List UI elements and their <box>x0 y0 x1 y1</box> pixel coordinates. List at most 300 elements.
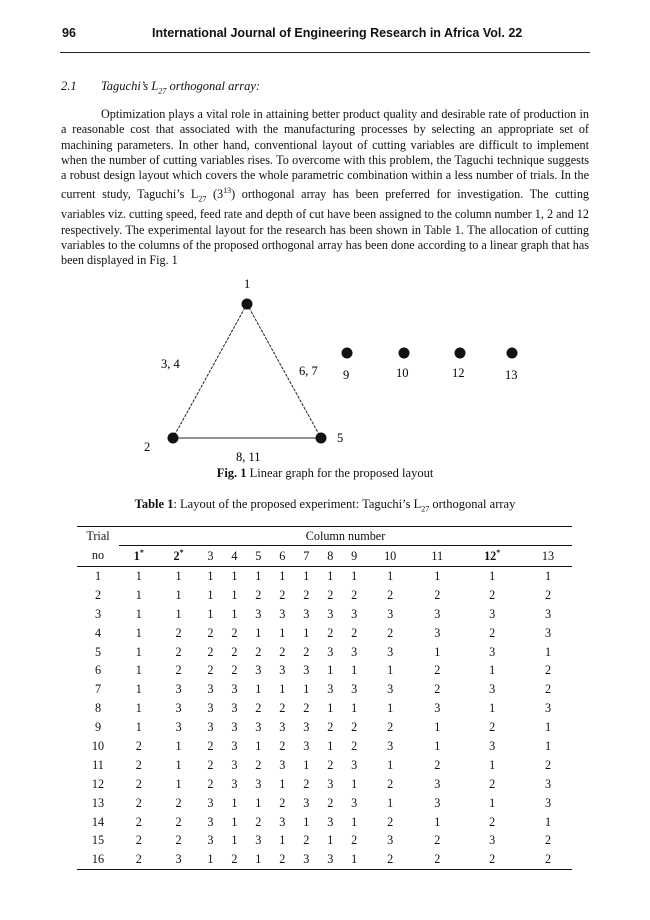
table-row <box>77 813 572 832</box>
table-cell: 3 <box>327 776 334 791</box>
table-cell: 1 <box>303 757 310 772</box>
table-cell: 1 <box>544 814 552 829</box>
table-cell: 3 <box>279 663 286 678</box>
table-cell: 2 <box>135 776 142 791</box>
table-cell: 3 <box>255 720 262 735</box>
table-cell: 3 <box>255 833 262 848</box>
table-cell: 2 <box>231 663 238 678</box>
table-cell: 3 <box>231 701 238 716</box>
table-cell: 3 <box>231 757 238 772</box>
table-cell: 2 <box>279 795 286 810</box>
column-header-label: 13 <box>541 548 555 563</box>
edge-1-2 <box>173 304 247 438</box>
table-cell: 3 <box>544 625 552 640</box>
table-row <box>77 643 572 662</box>
table-row <box>77 831 572 850</box>
table-cell: 3 <box>327 644 334 659</box>
table-cell: 2 <box>351 625 358 640</box>
table-cell: 1 <box>327 833 334 848</box>
column-header-12 <box>460 546 524 567</box>
table-caption-label: Table 1 <box>134 497 174 511</box>
table-cell: 1 <box>489 663 496 678</box>
table-cell: 1 <box>135 587 142 602</box>
table-cell: 1 <box>135 606 142 621</box>
section-title-sub: 27 <box>158 86 167 96</box>
table-cell: 2 <box>207 776 214 791</box>
node-12 <box>455 348 466 359</box>
column-header-label: 10 <box>384 548 397 563</box>
table-cell: 2 <box>544 833 552 848</box>
table-cell: 1 <box>351 568 358 583</box>
table-cell: 2 <box>255 757 262 772</box>
column-header-2 <box>159 546 199 567</box>
table-cell: 1 <box>255 738 262 753</box>
column-header-label: 7 <box>303 548 310 563</box>
table-cell: 3 <box>175 682 182 697</box>
figure-caption-text: Linear graph for the proposed layout <box>246 466 434 480</box>
table-row <box>77 567 572 586</box>
paragraph-part3: ) orthogonal array has been preferred for investigation. The cutting variables viz. cutting speed, feed rate and depth of cut have been assigned to the column number 1, 2 and 12 respectively. The experimental layout for the research has been shown in Table 1. The allocation of cutting variables to the columns of the proposed orthogonal array has been done according to a linear graph that has been displayed in Fig. 1 <box>61 187 590 268</box>
table-row <box>77 605 572 624</box>
table-cell: 1 <box>279 568 286 583</box>
section-title-prefix: Taguchi’s L <box>101 79 159 93</box>
table-cell: 3 <box>318 850 342 869</box>
table-cell: 2 <box>303 701 310 716</box>
label-edge-3-4: 3, 4 <box>161 357 180 371</box>
table-cell: 2 <box>387 587 394 602</box>
node-10 <box>399 348 410 359</box>
table-cell: 1 <box>279 833 286 848</box>
trial-number-cell: 12 <box>91 776 105 791</box>
trial-number-cell: 15 <box>91 833 105 848</box>
orthogonal-array-table <box>77 526 572 870</box>
table-cell: 2 <box>327 795 334 810</box>
table-cell: 1 <box>279 625 286 640</box>
section-number: 2.1 <box>61 79 77 93</box>
table-cell: 1 <box>135 644 142 659</box>
table-cell: 3 <box>387 606 394 621</box>
table-cell: 2 <box>231 625 238 640</box>
table-cell: 1 <box>198 850 222 869</box>
table-cell: 3 <box>544 701 552 716</box>
table-cell: 2 <box>387 625 394 640</box>
table-cell: 2 <box>175 663 182 678</box>
table-cell: 1 <box>175 606 182 621</box>
body-paragraph <box>61 107 589 268</box>
table-cell: 2 <box>135 738 142 753</box>
table-cell: 2 <box>207 663 214 678</box>
trial-number-cell: 5 <box>94 644 102 659</box>
table-cell: 1 <box>303 814 310 829</box>
table-cell: 3 <box>279 720 286 735</box>
table-cell: 3 <box>387 738 394 753</box>
column-header-13 <box>524 546 572 567</box>
column-header-label: 2 <box>173 549 180 564</box>
table-cell: 2 <box>207 757 214 772</box>
header-column-number: Column number <box>119 527 572 546</box>
table-cell: 1 <box>327 701 334 716</box>
table-row <box>77 624 572 643</box>
table-cell: 3 <box>279 814 286 829</box>
table-cell: 2 <box>279 587 286 602</box>
table-row <box>77 661 572 680</box>
table-cell: 1 <box>387 795 394 810</box>
label-node-9: 9 <box>343 368 350 382</box>
running-header <box>60 22 590 53</box>
table-cell: 1 <box>489 795 496 810</box>
table-cell: 1 <box>351 776 358 791</box>
table-cell: 2 <box>175 625 182 640</box>
table-cell: 1 <box>387 568 394 583</box>
table-cell: 3 <box>489 833 496 848</box>
table-cell: 1 <box>231 814 238 829</box>
table-cell: 1 <box>544 738 552 753</box>
linear-graph-figure <box>130 276 550 464</box>
table-cell: 3 <box>303 720 310 735</box>
table-cell: 2 <box>387 720 394 735</box>
table-cell: 3 <box>231 682 238 697</box>
table-cell: 1 <box>175 757 182 772</box>
table-cell: 1 <box>387 757 394 772</box>
table-cell: 2 <box>387 776 394 791</box>
label-node-13: 13 <box>505 368 518 382</box>
trial-number-cell: 6 <box>94 663 102 678</box>
table-row <box>77 718 572 737</box>
table-row <box>77 586 572 605</box>
column-header-11 <box>414 546 460 567</box>
column-header-star: * <box>179 547 184 557</box>
table-cell: 1 <box>544 568 552 583</box>
table-cell: 2 <box>175 814 182 829</box>
column-header-8 <box>318 546 342 567</box>
table-cell: 2 <box>135 833 142 848</box>
column-header-5 <box>246 546 270 567</box>
table-row <box>77 794 572 813</box>
column-header-label: 11 <box>431 548 444 563</box>
table-cell: 1 <box>303 568 310 583</box>
trial-number-cell: 10 <box>91 738 105 753</box>
table-cell: 3 <box>159 850 199 869</box>
table-cell: 3 <box>434 606 441 621</box>
table-cell: 2 <box>255 701 262 716</box>
table-cell: 2 <box>544 587 552 602</box>
figure-caption <box>0 466 650 481</box>
table-cell: 3 <box>231 738 238 753</box>
node-9 <box>342 348 353 359</box>
table-cell: 2 <box>255 814 262 829</box>
table-cell: 3 <box>434 625 441 640</box>
table-cell: 2 <box>135 795 142 810</box>
table-cell: 3 <box>255 663 262 678</box>
node-1 <box>242 299 253 310</box>
table-cell: 2 <box>434 682 441 697</box>
table-cell: 3 <box>231 776 238 791</box>
table-cell: 1 <box>351 663 358 678</box>
table-cell: 2 <box>434 663 441 678</box>
column-header-3 <box>198 546 222 567</box>
table-cell: 3 <box>387 644 394 659</box>
table-cell: 3 <box>387 682 394 697</box>
table-cell: 1 <box>279 682 286 697</box>
table-cell: 2 <box>207 644 214 659</box>
label-edge-6-7: 6, 7 <box>299 364 318 378</box>
table-cell: 2 <box>175 833 182 848</box>
column-header-label: 9 <box>351 548 358 563</box>
table-row <box>77 775 572 794</box>
table-cell: 2 <box>351 738 358 753</box>
table-cell: 3 <box>255 776 262 791</box>
table-cell: 2 <box>279 644 286 659</box>
table-cell: 2 <box>434 833 441 848</box>
table-cell: 2 <box>544 663 552 678</box>
trial-number-cell: 7 <box>94 682 102 697</box>
table-cell: 1 <box>207 606 214 621</box>
table-cell: 1 <box>544 720 552 735</box>
table-cell: 2 <box>544 682 552 697</box>
table-cell: 3 <box>175 701 182 716</box>
node-5 <box>316 433 327 444</box>
table-cell: 1 <box>544 644 552 659</box>
table-cell: 3 <box>231 720 238 735</box>
trial-number-cell: 9 <box>94 720 102 735</box>
table-cell: 2 <box>366 850 414 869</box>
table-cell: 2 <box>207 625 214 640</box>
table-cell: 1 <box>434 814 441 829</box>
orthogonal-array-table-wrap <box>77 526 572 870</box>
trial-number-cell: 11 <box>92 757 104 772</box>
table-row <box>77 756 572 775</box>
table-cell: 2 <box>414 850 460 869</box>
trial-number-cell: 14 <box>91 814 105 829</box>
column-header-label: 3 <box>207 548 214 563</box>
table-cell: 3 <box>351 644 358 659</box>
table-cell: 3 <box>327 814 334 829</box>
column-header-label: 8 <box>327 548 334 563</box>
column-header-star: * <box>139 547 144 557</box>
table-cell: 3 <box>207 701 214 716</box>
column-header-label: 12 <box>484 549 497 564</box>
paragraph-part1: Optimization plays a vital role in attaining better product quality and desirable rate of production in a reasonable cost that associated with the manufacturing processes by selecting an appropriate set of machining parameters. In other hand, conventional layout of cutting variables are difficult to implement when the number of cutting variables rises. To overcome with this problem, the Taguchi technique suggests a robust design layout which covers the whole parametric combination within a less number of trials. In the current study, Taguchi’s L <box>61 107 589 202</box>
table-cell: 2 <box>279 738 286 753</box>
table-cell: 1 <box>434 720 441 735</box>
table-caption-suffix: orthogonal array <box>429 497 516 511</box>
table-cell: 2 <box>489 720 496 735</box>
trial-number-cell: 8 <box>94 701 102 716</box>
table-cell: 2 <box>524 850 572 869</box>
table-cell: 1 <box>303 682 310 697</box>
table-row <box>77 850 572 869</box>
table-cell: 1 <box>351 701 358 716</box>
table-cell: 1 <box>303 625 310 640</box>
table-cell: 1 <box>231 568 238 583</box>
table-cell: 3 <box>434 776 441 791</box>
table-cell: 1 <box>434 644 441 659</box>
column-header-10 <box>366 546 414 567</box>
table-cell: 3 <box>387 833 394 848</box>
table-cell: 2 <box>434 587 441 602</box>
table-cell: 2 <box>175 644 182 659</box>
table-cell: 1 <box>231 833 238 848</box>
table-cell: 3 <box>303 663 310 678</box>
table-cell: 1 <box>434 738 441 753</box>
column-header-star: * <box>496 547 501 557</box>
table-cell: 2 <box>489 587 496 602</box>
table-cell: 1 <box>351 814 358 829</box>
label-node-2: 2 <box>144 440 151 454</box>
table-cell: 2 <box>489 776 496 791</box>
table-cell: 3 <box>351 757 358 772</box>
table-cell: 3 <box>351 795 358 810</box>
column-header-1 <box>119 546 159 567</box>
table-cell: 1 <box>175 776 182 791</box>
table-cell: 3 <box>489 738 496 753</box>
table-cell: 1 <box>135 625 142 640</box>
trial-number-cell: 4 <box>94 625 102 640</box>
table-cell: 1 <box>489 568 496 583</box>
table-cell: 3 <box>434 701 441 716</box>
table-cell: 2 <box>489 625 496 640</box>
table-cell: 2 <box>270 850 294 869</box>
table-cell: 2 <box>119 850 159 869</box>
trial-number-cell: 1 <box>94 568 102 583</box>
section-heading <box>61 79 260 96</box>
table-cell: 1 <box>231 587 238 602</box>
table-cell: 2 <box>327 587 334 602</box>
table-cell: 2 <box>351 587 358 602</box>
table-cell: 3 <box>175 720 182 735</box>
label-node-5: 5 <box>337 431 344 445</box>
table-cell: 1 <box>175 738 182 753</box>
column-header-6 <box>270 546 294 567</box>
journal-title: International Journal of Engineering Research in Africa Vol. 22 <box>152 26 523 40</box>
table-cell: 2 <box>460 850 524 869</box>
header-trial-line2: no <box>77 546 119 567</box>
label-node-12: 12 <box>452 366 465 380</box>
table-cell: 2 <box>255 644 262 659</box>
trial-number-cell: 2 <box>94 587 102 602</box>
table-cell: 2 <box>303 776 310 791</box>
table-cell: 1 <box>135 663 142 678</box>
table-cell: 1 <box>387 701 394 716</box>
trial-number-cell: 16 <box>77 850 119 869</box>
table-cell: 1 <box>175 568 182 583</box>
table-row <box>77 680 572 699</box>
table-caption-sub: 27 <box>421 504 430 514</box>
section-title-suffix: orthogonal array: <box>166 79 261 93</box>
table-cell: 2 <box>207 738 214 753</box>
table-cell: 1 <box>255 795 262 810</box>
table-cell: 2 <box>351 720 358 735</box>
table-cell: 2 <box>255 587 262 602</box>
table-cell: 3 <box>434 795 441 810</box>
table-cell: 1 <box>135 720 142 735</box>
table-cell: 3 <box>294 850 318 869</box>
paragraph-sub1: 27 <box>198 194 207 204</box>
table-cell: 1 <box>342 850 366 869</box>
table-cell: 3 <box>489 606 496 621</box>
table-cell: 3 <box>327 606 334 621</box>
table-cell: 3 <box>351 606 358 621</box>
column-header-label: 6 <box>279 548 286 563</box>
figure-caption-label: Fig. 1 <box>216 466 247 480</box>
table-cell: 3 <box>279 757 286 772</box>
paragraph-sup1: 13 <box>223 186 232 196</box>
table-caption-text: : Layout of the proposed experiment: Taguchi’s L <box>173 497 422 511</box>
table-row <box>77 699 572 718</box>
table-cell: 1 <box>135 701 142 716</box>
table-cell: 1 <box>255 568 262 583</box>
table-cell: 3 <box>544 795 552 810</box>
column-header-9 <box>342 546 366 567</box>
table-cell: 2 <box>279 701 286 716</box>
paragraph-part2: (3 <box>206 187 224 202</box>
table-cell: 2 <box>327 720 334 735</box>
table-cell: 2 <box>222 850 246 869</box>
table-cell: 1 <box>135 682 142 697</box>
table-cell: 3 <box>207 795 214 810</box>
table-cell: 3 <box>351 682 358 697</box>
table-cell: 1 <box>279 776 286 791</box>
label-edge-8-11: 8, 11 <box>236 450 261 464</box>
table-cell: 3 <box>207 833 214 848</box>
table-cell: 2 <box>387 814 394 829</box>
table-cell: 2 <box>434 757 441 772</box>
table-cell: 3 <box>303 795 310 810</box>
table-cell: 2 <box>303 644 310 659</box>
table-cell: 2 <box>175 795 182 810</box>
table-cell: 1 <box>255 682 262 697</box>
column-header-label: 1 <box>133 549 140 564</box>
table-cell: 2 <box>351 833 358 848</box>
table-cell: 2 <box>489 814 496 829</box>
column-header-4 <box>222 546 246 567</box>
table-cell: 3 <box>255 606 262 621</box>
node-13 <box>507 348 518 359</box>
label-node-10: 10 <box>396 366 409 380</box>
table-cell: 1 <box>255 625 262 640</box>
table-row <box>77 737 572 756</box>
table-cell: 1 <box>327 568 334 583</box>
table-cell: 1 <box>327 738 334 753</box>
table-cell: 1 <box>489 701 496 716</box>
table-cell: 2 <box>544 757 552 772</box>
table-cell: 1 <box>246 850 270 869</box>
table-cell: 3 <box>544 606 552 621</box>
trial-number-cell: 13 <box>91 795 105 810</box>
column-header-label: 5 <box>255 548 262 563</box>
table-cell: 2 <box>327 625 334 640</box>
table-cell: 3 <box>279 606 286 621</box>
table-cell: 2 <box>303 587 310 602</box>
table-cell: 1 <box>387 663 394 678</box>
trial-number-cell: 3 <box>94 606 102 621</box>
table-cell: 3 <box>489 682 496 697</box>
table-cell: 1 <box>327 663 334 678</box>
table-cell: 2 <box>303 833 310 848</box>
column-header-label: 4 <box>231 548 238 563</box>
table-cell: 1 <box>207 587 214 602</box>
table-cell: 3 <box>303 606 310 621</box>
table-cell: 3 <box>303 738 310 753</box>
table-cell: 2 <box>231 644 238 659</box>
header-trial-line1: Trial <box>77 527 119 546</box>
table-cell: 1 <box>175 587 182 602</box>
page-number: 96 <box>62 26 76 40</box>
table-cell: 1 <box>434 568 441 583</box>
table-cell: 2 <box>135 757 142 772</box>
label-node-1: 1 <box>244 277 251 291</box>
table-cell: 1 <box>231 606 238 621</box>
